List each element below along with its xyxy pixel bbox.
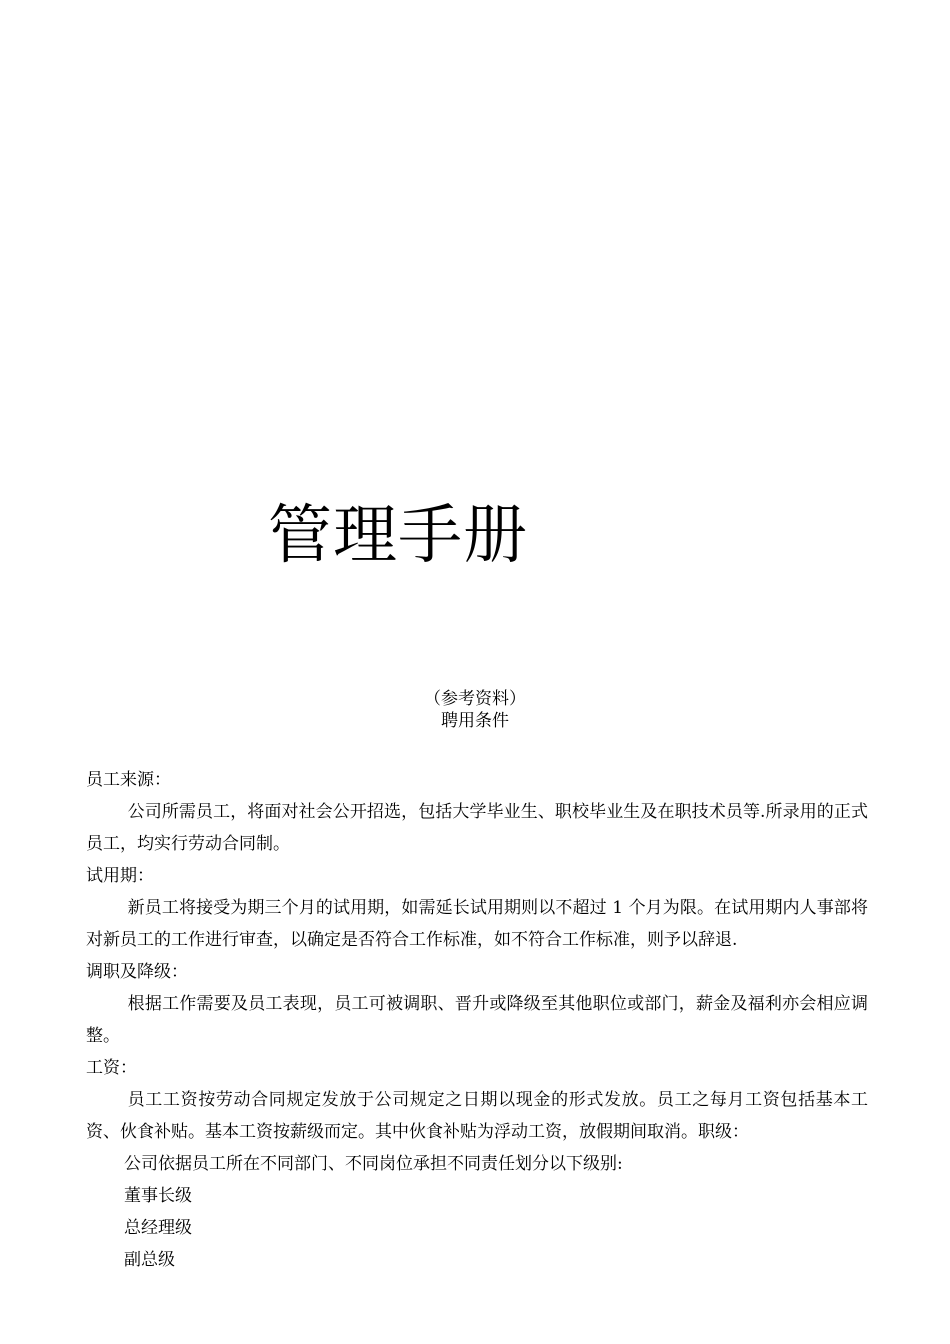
section-heading-employee-source: 员工来源： [86, 770, 171, 790]
section-title: 聘用条件 [441, 711, 509, 731]
section-heading-salary: 工资： [86, 1058, 137, 1078]
paragraph-salary: 员工工资按劳动合同规定发放于公司规定之日期以现金的形式发放。员工之每月工资包括基本工资、伙食补贴。基本工资按薪级而定。其中伙食补贴为浮动工资，放假期间取消。职级： [86, 1090, 868, 1142]
document-body [86, 764, 868, 1276]
section-heading-transfer: 调职及降级： [86, 962, 188, 982]
document-title: 管理手册 [268, 499, 528, 573]
section-heading-probation: 试用期： [86, 866, 154, 886]
paragraph-transfer: 根据工作需要及员工表现，员工可被调职、晋升或降级至其他职位或部门，薪金及福利亦会相应调整。 [86, 994, 868, 1046]
list-item: 董事长级 [124, 1186, 192, 1206]
list-item: 副总级 [124, 1250, 175, 1270]
list-item: 总经理级 [124, 1218, 192, 1238]
paragraph-employee-source: 公司所需员工，将面对社会公开招选，包括大学毕业生、职校毕业生及在职技术员等.所录用的正式员工，均实行劳动合同制。 [86, 802, 868, 854]
levels-intro: 公司依据员工所在不同部门、不同岗位承担不同责任划分以下级别: [124, 1154, 623, 1174]
paragraph-probation: 新员工将接受为期三个月的试用期，如需延长试用期则以不超过 1 个月为限。在试用期内人事部将对新员工的工作进行审查，以确定是否符合工作标准，如不符合工作标准，则予以辞退. [86, 898, 868, 950]
reference-note: （参考资料） [424, 689, 526, 709]
